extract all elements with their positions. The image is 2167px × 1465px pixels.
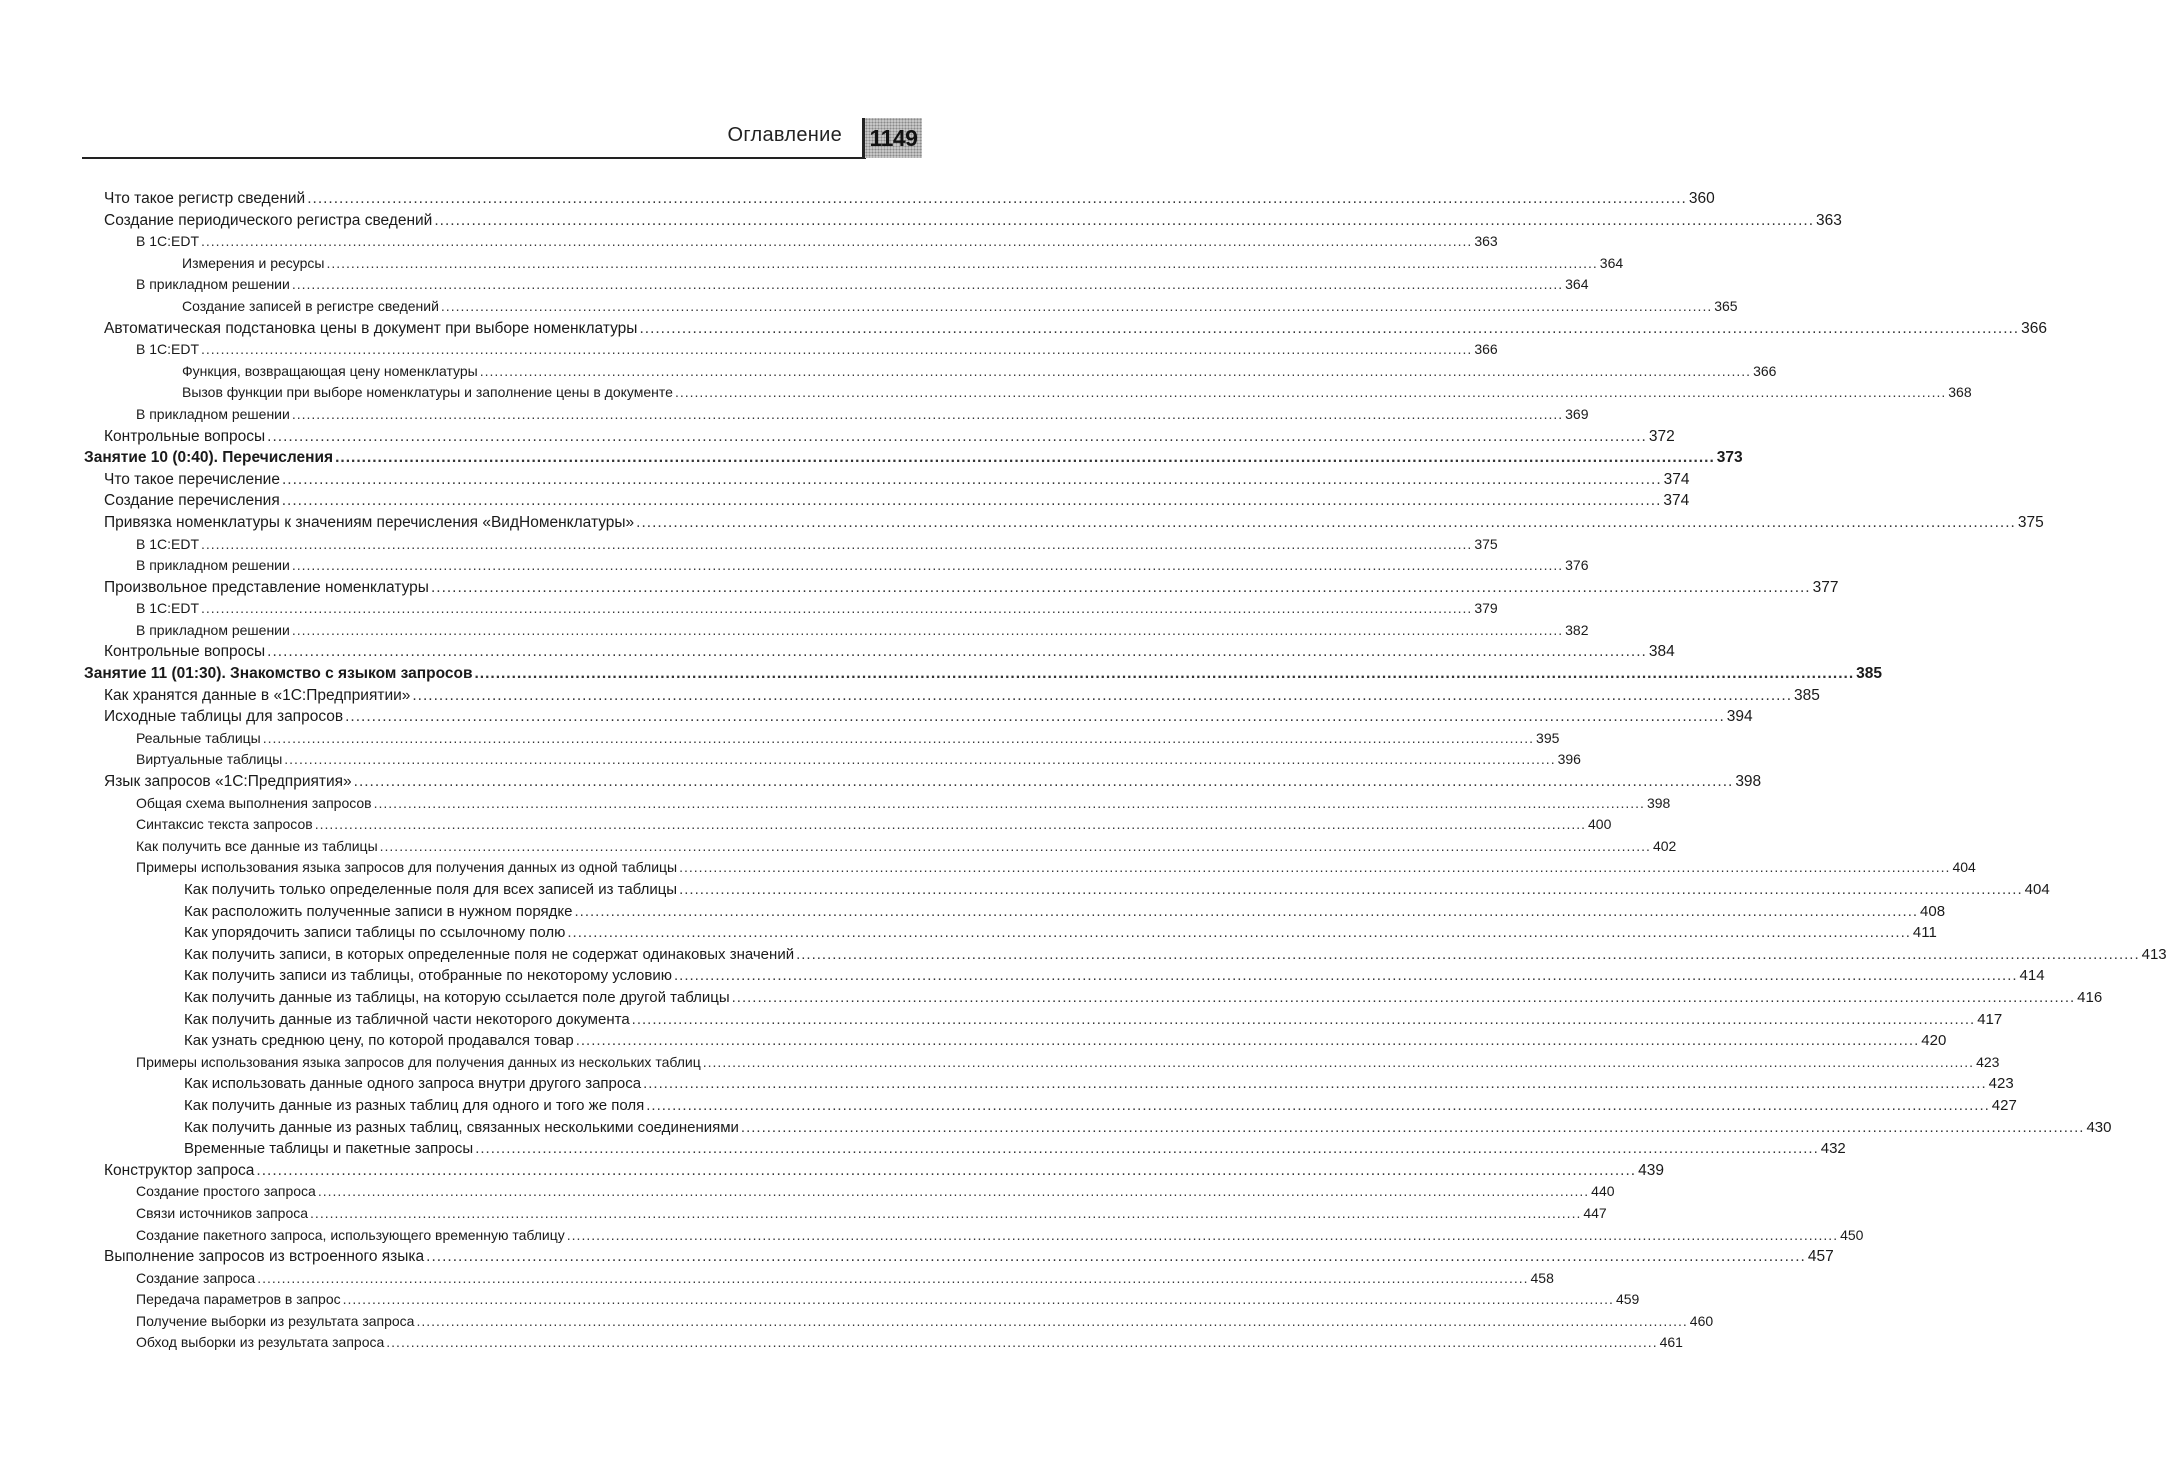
toc-entry-title: Примеры использования языка запросов для получения данных из одной таблицы: [136, 859, 678, 876]
toc-entry-title: Занятие 10 (0:40). Перечисления: [84, 449, 334, 467]
toc-entry[interactable]: [84, 901, 1946, 923]
toc-entry-page: 413: [2141, 945, 2167, 963]
dot-leader: [703, 1052, 1974, 1074]
toc-entry[interactable]: [84, 879, 2050, 901]
toc-entry[interactable]: [84, 857, 1976, 879]
toc-entry[interactable]: [84, 1181, 1615, 1203]
toc-entry-title: Создание перечисления: [104, 492, 280, 510]
toc-entry-title: Передача параметров в запрос: [136, 1291, 341, 1308]
dot-leader: [480, 361, 1751, 383]
toc-entry[interactable]: [84, 944, 2167, 966]
toc-entry[interactable]: [84, 404, 1589, 426]
toc-entry[interactable]: [84, 641, 1675, 663]
toc-entry[interactable]: [84, 382, 1972, 404]
toc-entry[interactable]: [84, 728, 1560, 750]
page-number: 1149: [869, 124, 918, 151]
toc-entry[interactable]: [84, 1138, 1846, 1160]
toc-entry-page: 379: [1474, 600, 1498, 617]
toc-entry[interactable]: [84, 253, 1624, 275]
toc-entry-title: Вызов функции при выборе номенклатуры и заполнение цены в документе: [182, 384, 673, 401]
toc-entry-page: 398: [1735, 773, 1762, 791]
header-rule: [82, 157, 866, 159]
toc-entry[interactable]: [84, 1073, 2014, 1095]
toc-entry-page: 363: [1816, 211, 1842, 229]
toc-entry-title: Как получить только определенные поля для всех записей из таблицы: [184, 881, 678, 898]
toc-entry-page: 376: [1565, 557, 1589, 574]
dot-leader: [431, 577, 1811, 599]
dot-leader: [732, 987, 2076, 1009]
toc-entry-page: 423: [1988, 1075, 2014, 1093]
dot-leader: [679, 857, 1950, 879]
toc-entry[interactable]: [84, 771, 1762, 793]
toc-entry-title: Как получить записи, в которых определенные поля не содержат одинаковых значений: [184, 945, 795, 963]
toc-entry-page: 360: [1688, 190, 1715, 207]
dot-leader: [257, 1268, 1528, 1290]
toc-entry[interactable]: [84, 663, 1883, 685]
toc-entry-page: 459: [1615, 1291, 1640, 1308]
dot-leader: [292, 404, 1563, 426]
toc-entry[interactable]: [84, 426, 1675, 448]
toc-entry-title: Синтаксис текста запросов: [136, 816, 313, 833]
toc-entry[interactable]: [84, 836, 1677, 858]
dot-leader: [434, 210, 1814, 232]
dot-leader: [441, 296, 1712, 318]
dot-leader: [674, 965, 2018, 987]
toc-entry-page: 366: [2021, 319, 2047, 337]
toc-entry[interactable]: [84, 188, 1715, 210]
toc-entry[interactable]: [84, 965, 2045, 987]
toc-entry-title: Функция, возвращающая цену номенклатуры: [182, 362, 478, 379]
toc-entry[interactable]: [84, 749, 1581, 771]
toc-entry-page: 375: [1474, 535, 1498, 552]
toc-entry-page: 458: [1530, 1269, 1554, 1286]
toc-entry-title: Как получить записи из таблицы, отобранные по некоторому условию: [184, 967, 672, 985]
toc-entry-title: Как получить данные из разных таблиц для одного и того же поля: [184, 1096, 645, 1114]
toc-entry[interactable]: [84, 1289, 1640, 1311]
toc-entry-title: Автоматическая подстановка цены в документ при выборе номенклатуры: [104, 319, 638, 337]
toc-entry-title: В прикладном решении: [136, 621, 290, 638]
dot-leader: [282, 469, 1662, 491]
toc-entry-title: Измерения и ресурсы: [182, 254, 325, 271]
dot-leader: [267, 426, 1647, 448]
toc-entry-page: 366: [1474, 341, 1498, 358]
toc-entry[interactable]: [84, 1117, 2112, 1139]
dot-leader: [292, 274, 1563, 296]
dot-leader: [643, 1073, 1987, 1095]
page-header: [0, 0, 1000, 170]
toc-entry-page: 439: [1638, 1161, 1664, 1179]
dot-leader: [345, 706, 1725, 728]
toc-entry-page: 382: [1565, 621, 1589, 638]
toc-entry-title: Исходные таблицы для запросов: [104, 708, 344, 726]
toc-entry-page: 420: [1921, 1032, 1947, 1050]
toc-entry[interactable]: [84, 210, 1842, 232]
toc-entry-page: 394: [1726, 708, 1753, 726]
toc-entry-page: 417: [1977, 1010, 2003, 1028]
toc-entry-page: 432: [1820, 1140, 1846, 1158]
toc-entry[interactable]: [84, 1246, 1834, 1268]
toc-entry-title: В прикладном решении: [136, 276, 290, 293]
toc-entry-page: 402: [1652, 837, 1677, 854]
toc-entry-title: Создание записей в регистре сведений: [182, 297, 439, 314]
dot-leader: [576, 1030, 1920, 1052]
toc-entry-title: Реальные таблицы: [136, 729, 261, 746]
toc-entry-title: Связи источников запроса: [136, 1204, 309, 1221]
toc-entry-title: В прикладном решении: [136, 557, 290, 574]
toc-entry-page: 385: [1856, 665, 1883, 683]
toc-entry-title: Как хранятся данные в «1С:Предприятии»: [104, 686, 411, 704]
dot-leader: [318, 1181, 1589, 1203]
toc-entry-page: 404: [1952, 859, 1976, 876]
toc-entry-title: Как получить данные из табличной части некоторого документа: [184, 1010, 630, 1028]
dot-leader: [354, 771, 1734, 793]
toc-entry-title: Как упорядочить записи таблицы по ссылочному полю: [184, 924, 566, 942]
dot-leader: [412, 685, 1792, 707]
toc-entry-title: Создание запроса: [136, 1269, 256, 1286]
toc-entry[interactable]: [84, 296, 1738, 318]
toc-entry[interactable]: [84, 620, 1589, 642]
dot-leader: [201, 339, 1472, 361]
dot-leader: [636, 512, 2016, 534]
toc-entry-page: 404: [2024, 881, 2050, 898]
toc-entry-page: 366: [1753, 362, 1777, 379]
toc-entry[interactable]: [84, 1052, 2000, 1074]
toc-entry-page: 384: [1648, 643, 1675, 661]
toc-entry[interactable]: [84, 598, 1498, 620]
toc-entry-page: 414: [2019, 967, 2045, 985]
toc-entry[interactable]: [84, 793, 1671, 815]
dot-leader: [380, 836, 1651, 858]
toc-entry-title: В 1С:EDT: [136, 535, 200, 552]
toc-entry-page: 450: [1840, 1226, 1864, 1243]
dot-leader: [201, 598, 1472, 620]
toc-entry-title: Примеры использования языка запросов для получения данных из нескольких таблиц: [136, 1053, 701, 1070]
toc-entry-page: 368: [1948, 384, 1972, 401]
toc-entry-title: Занятие 11 (01:30). Знакомство с языком запросов: [84, 665, 473, 683]
dot-leader: [632, 1009, 1976, 1031]
toc-entry-title: Что такое регистр сведений: [104, 190, 306, 207]
toc-entry-page: 372: [1648, 427, 1675, 445]
toc-entry-page: 398: [1646, 794, 1671, 811]
dot-leader: [307, 188, 1687, 210]
page-number-badge: [862, 118, 922, 158]
dot-leader: [310, 1203, 1581, 1225]
toc-entry[interactable]: [84, 1095, 2017, 1117]
toc-entry-title: В 1С:EDT: [136, 600, 200, 617]
toc-entry[interactable]: [84, 1311, 1714, 1333]
toc-entry-title: Виртуальные таблицы: [136, 751, 283, 768]
toc-entry-page: 369: [1565, 405, 1589, 422]
toc-entry-page: 396: [1557, 751, 1581, 768]
toc-entry-title: Как получить все данные из таблицы: [136, 837, 378, 854]
dot-leader: [201, 534, 1472, 556]
toc-entry[interactable]: [84, 814, 1612, 836]
toc-entry-page: 423: [1976, 1053, 2000, 1070]
toc-entry-page: 408: [1920, 902, 1946, 920]
toc-entry-title: Контрольные вопросы: [104, 427, 266, 445]
toc-entry-title: Общая схема выполнения запросов: [136, 794, 372, 811]
dot-leader: [675, 382, 1946, 404]
toc-entry-page: 364: [1565, 276, 1589, 293]
toc-entry-title: В 1С:EDT: [136, 341, 200, 358]
toc-entry-title: Как использовать данные одного запроса внутри другого запроса: [184, 1075, 642, 1093]
toc-entry[interactable]: [84, 1009, 2003, 1031]
dot-leader: [256, 1160, 1636, 1182]
dot-leader: [374, 793, 1645, 815]
toc-entry[interactable]: [84, 1225, 1864, 1247]
toc-entry-title: Создание простого запроса: [136, 1183, 316, 1200]
toc-entry-title: Что такое перечисление: [104, 470, 280, 488]
table-of-contents: [84, 188, 2167, 1354]
toc-entry[interactable]: [84, 274, 1589, 296]
toc-entry-title: Создание периодического регистра сведений: [104, 211, 433, 229]
dot-leader: [796, 944, 2140, 966]
dot-leader: [282, 490, 1662, 512]
toc-entry-title: Получение выборки из результата запроса: [136, 1312, 415, 1329]
toc-entry-page: 395: [1536, 729, 1560, 746]
toc-entry-page: 457: [1807, 1248, 1834, 1266]
toc-entry[interactable]: [84, 1160, 1664, 1182]
dot-leader: [292, 620, 1563, 642]
toc-entry-title: Контрольные вопросы: [104, 643, 266, 661]
toc-entry-page: 373: [1716, 449, 1743, 467]
toc-entry-title: Привязка номенклатуры к значениям перечисления «ВидНоменклатуры»: [104, 513, 635, 531]
dot-leader: [326, 253, 1597, 275]
dot-leader: [567, 922, 1911, 944]
toc-entry-title: Как получить данные из разных таблиц, связанных несколькими соединениями: [184, 1118, 739, 1136]
toc-entry-title: Создание пакетного запроса, использующего временную таблицу: [136, 1226, 565, 1243]
toc-entry-page: 374: [1663, 470, 1690, 488]
toc-entry[interactable]: [84, 987, 2103, 1009]
dot-leader: [574, 901, 1918, 923]
toc-entry-page: 411: [1912, 924, 1937, 942]
toc-entry-page: 427: [1991, 1096, 2017, 1114]
toc-entry-page: 460: [1689, 1312, 1714, 1329]
dot-leader: [646, 1095, 1990, 1117]
toc-entry-title: Как узнать среднюю цену, по которой продавался товар: [184, 1032, 574, 1050]
toc-entry-page: 400: [1588, 816, 1612, 833]
dot-leader: [335, 447, 1715, 469]
toc-entry-title: Произвольное представление номенклатуры: [104, 578, 429, 596]
toc-entry[interactable]: [84, 577, 1839, 599]
toc-entry-page: 385: [1794, 686, 1820, 704]
section-title: Оглавление: [727, 124, 842, 146]
dot-leader: [263, 728, 1534, 750]
toc-entry[interactable]: [84, 469, 1690, 491]
toc-entry[interactable]: [84, 922, 1937, 944]
toc-entry-title: В 1С:EDT: [136, 233, 200, 250]
toc-entry-page: 374: [1663, 492, 1690, 510]
dot-leader: [474, 663, 1854, 685]
toc-entry-title: Временные таблицы и пакетные запросы: [184, 1140, 474, 1158]
toc-entry[interactable]: [84, 706, 1753, 728]
toc-entry[interactable]: [84, 318, 2047, 340]
toc-entry[interactable]: [84, 685, 1820, 707]
toc-entry-title: Язык запросов «1С:Предприятия»: [104, 773, 352, 791]
toc-entry[interactable]: [84, 1203, 1607, 1225]
toc-entry-page: 365: [1714, 297, 1738, 314]
toc-entry-title: Выполнение запросов из встроенного языка: [104, 1248, 425, 1266]
toc-entry[interactable]: [84, 1268, 1554, 1290]
dot-leader: [284, 749, 1555, 771]
toc-entry-page: 430: [2086, 1118, 2112, 1136]
dot-leader: [679, 879, 2023, 901]
dot-leader: [741, 1117, 2085, 1139]
toc-entry-title: Обход выборки из результата запроса: [136, 1334, 385, 1351]
toc-entry-page: 440: [1591, 1183, 1615, 1200]
toc-entry-page: 363: [1474, 233, 1498, 250]
dot-leader: [267, 641, 1647, 663]
toc-entry-title: Конструктор запроса: [104, 1161, 255, 1179]
dot-leader: [386, 1332, 1657, 1354]
dot-leader: [292, 555, 1563, 577]
toc-entry[interactable]: [84, 447, 1743, 469]
toc-entry-page: 447: [1583, 1204, 1607, 1221]
dot-leader: [201, 231, 1472, 253]
toc-entry[interactable]: [84, 490, 1690, 512]
dot-leader: [475, 1138, 1819, 1160]
toc-entry[interactable]: [84, 361, 1777, 383]
toc-entry[interactable]: [84, 1332, 1683, 1354]
toc-entry-title: Как получить данные из таблицы, на которую ссылается поле другой таблицы: [184, 988, 730, 1006]
toc-entry[interactable]: [84, 1030, 1947, 1052]
dot-leader: [426, 1246, 1806, 1268]
toc-entry[interactable]: [84, 534, 1498, 556]
toc-entry-page: 364: [1599, 254, 1624, 271]
dot-leader: [343, 1289, 1614, 1311]
toc-entry-title: Как расположить полученные записи в нужном порядке: [184, 902, 573, 920]
toc-entry-page: 377: [1812, 578, 1839, 596]
toc-entry[interactable]: [84, 512, 2044, 534]
toc-entry-title: В прикладном решении: [136, 405, 290, 422]
toc-entry[interactable]: [84, 339, 1498, 361]
toc-entry-page: 416: [2077, 988, 2103, 1006]
toc-entry[interactable]: [84, 555, 1589, 577]
toc-entry[interactable]: [84, 231, 1498, 253]
dot-leader: [567, 1225, 1838, 1247]
toc-entry-page: 375: [2017, 513, 2044, 531]
dot-leader: [639, 318, 2019, 340]
dot-leader: [416, 1311, 1687, 1333]
toc-entry-page: 461: [1659, 1334, 1683, 1351]
dot-leader: [315, 814, 1586, 836]
